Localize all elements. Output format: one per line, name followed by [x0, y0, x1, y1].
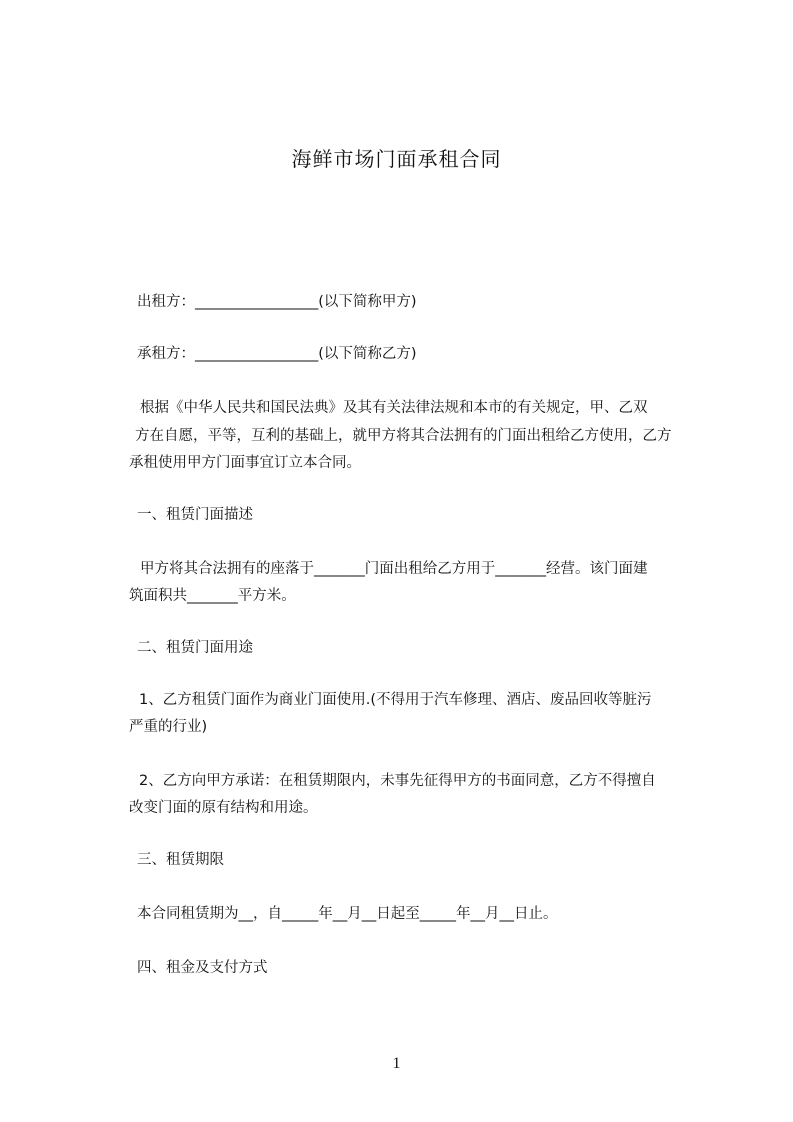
section-heading-4: 四、租金及支付方式: [137, 960, 268, 976]
section-1-line-1: 甲方将其合法拥有的座落于_______门面出租给乙方用于_______经营。该门面建: [140, 561, 648, 577]
section-1-line-2: 筑面积共_______平方米。: [129, 588, 296, 604]
preamble-line-1: 根据《中华人民共和国民法典》及其有关法律法规和本市的有关规定，甲、乙双: [140, 400, 648, 416]
section-heading-1: 一、租赁门面描述: [137, 507, 253, 523]
clause-2-2-line-2: 改变门面的原有结构和用途。: [129, 800, 318, 816]
preamble-line-3: 承租使用甲方门面事宜订立本合同。: [129, 455, 361, 471]
section-heading-2: 二、租赁门面用途: [137, 640, 253, 656]
lessor-line: 出租方：_________________(以下简称甲方): [137, 294, 417, 310]
section-heading-3: 三、租赁期限: [137, 852, 224, 868]
clause-2-1-line-2: 严重的行业): [129, 719, 208, 735]
preamble-line-2: 方在自愿，平等，互利的基础上，就甲方将其合法拥有的门面出租给乙方使用，乙方: [135, 428, 672, 444]
clause-2-1-line-1: 1、乙方租赁门面作为商业门面使用.(不得用于汽车修理、酒店、废品回收等脏污: [139, 692, 652, 708]
section-3-line-1: 本合同租赁期为__，自_____年__月__日起至_____年__月__日止。: [137, 906, 558, 922]
lessee-line: 承租方：_________________(以下简称乙方): [137, 346, 417, 362]
document-title: 海鲜市场门面承租合同: [291, 147, 502, 171]
clause-2-2-line-1: 2、乙方向甲方承诺：在租赁期限内，未事先征得甲方的书面同意，乙方不得擅自: [139, 773, 656, 789]
page-number: 1: [392, 1055, 401, 1072]
